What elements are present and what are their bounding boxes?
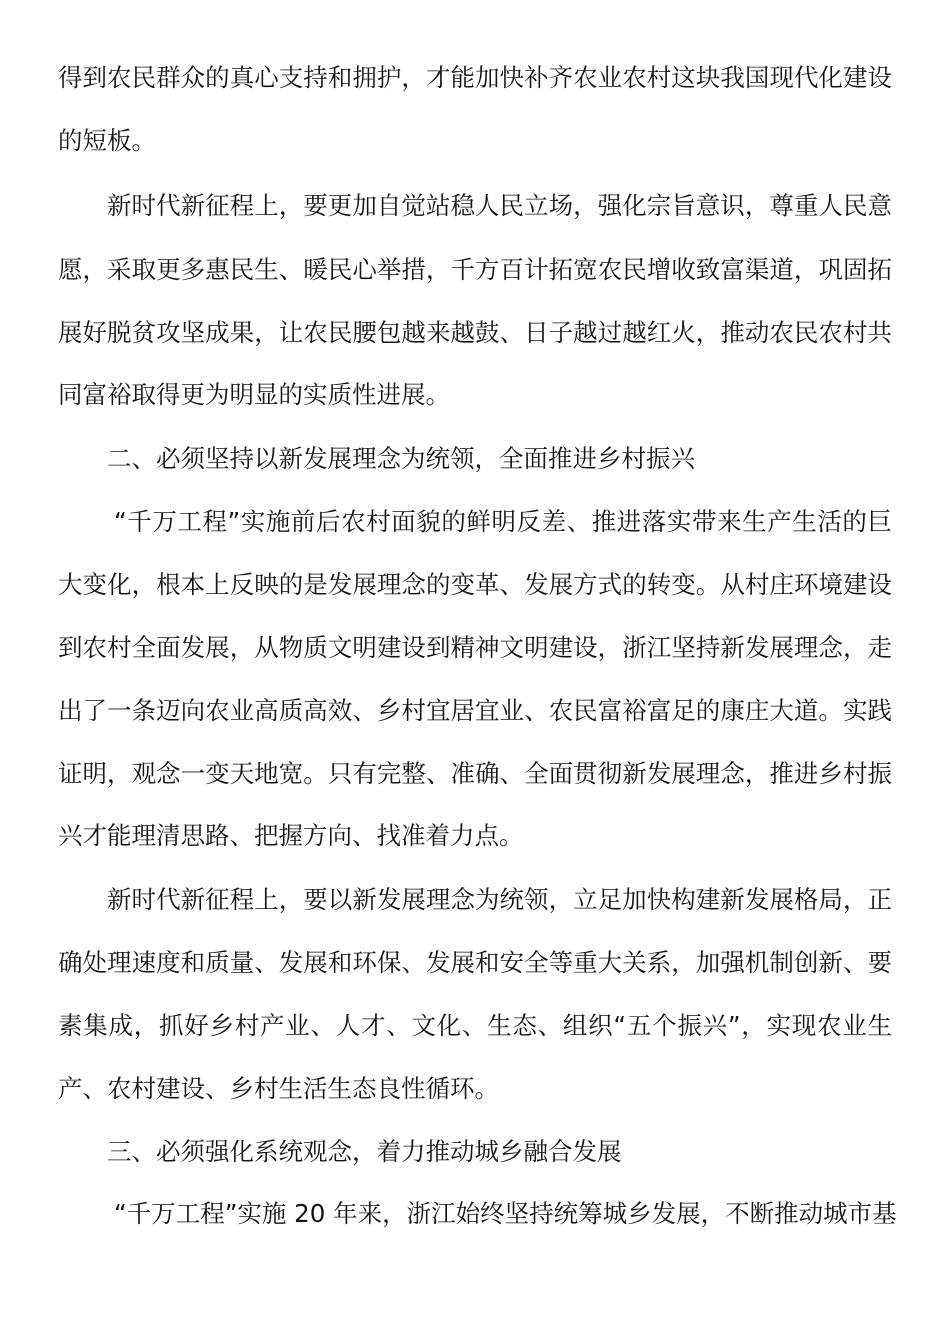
paragraph-line: 新时代新征程上，要以新发展理念为统领，立足加快构建新发展格局，正 [107,885,892,914]
paragraph-line: 出了一条迈向农业高质高效、乡村宜居宜业、农民富裕富足的康庄大道。实践 [58,696,892,725]
section-heading: 三、必须强化系统观念，着力推动城乡融合发展 [107,1137,622,1166]
paragraph-line: 新时代新征程上，要更加自觉站稳人民立场，强化宗旨意识，尊重人民意 [107,191,892,220]
paragraph-line: 的短板。 [58,126,156,155]
paragraph-line: 得到农民群众的真心支持和拥护，才能加快补齐农业农村这块我国现代化建设 [58,63,892,92]
paragraph-line: 展好脱贫攻坚成果，让农民腰包越来越鼓、日子越过越红火，推动农民农村共 [58,318,892,347]
paragraph-line: 到农村全面发展，从物质文明建设到精神文明建设，浙江坚持新发展理念，走 [58,633,892,662]
paragraph-line: 大变化，根本上反映的是发展理念的变革、发展方式的转变。从村庄环境建设 [58,570,892,599]
section-heading: 二、必须坚持以新发展理念为统领，全面推进乡村振兴 [107,444,695,473]
paragraph-line: 确处理速度和质量、发展和环保、发展和安全等重大关系，加强机制创新、要 [58,948,892,977]
paragraph-line: 证明，观念一变天地宽。只有完整、准确、全面贯彻新发展理念，推进乡村振 [58,759,892,788]
paragraph-line: “千万工程”实施前后农村面貌的鲜明反差、推进落实带来生产生活的巨 [114,507,892,536]
paragraph-line: 同富裕取得更为明显的实质性进展。 [58,380,450,409]
paragraph-line: 素集成，抓好乡村产业、人才、文化、生态、组织“五个振兴”，实现农业生 [58,1011,892,1040]
paragraph-line: 兴才能理清思路、把握方向、找准着力点。 [58,821,524,850]
paragraph-line: “千万工程”实施 20 年来，浙江始终坚持统筹城乡发展，不断推动城市基 [114,1199,897,1228]
paragraph-line: 产、农村建设、乡村生活生态良性循环。 [58,1074,499,1103]
paragraph-line: 愿，采取更多惠民生、暖民心举措，千方百计拓宽农民增收致富渠道，巩固拓 [58,255,892,284]
